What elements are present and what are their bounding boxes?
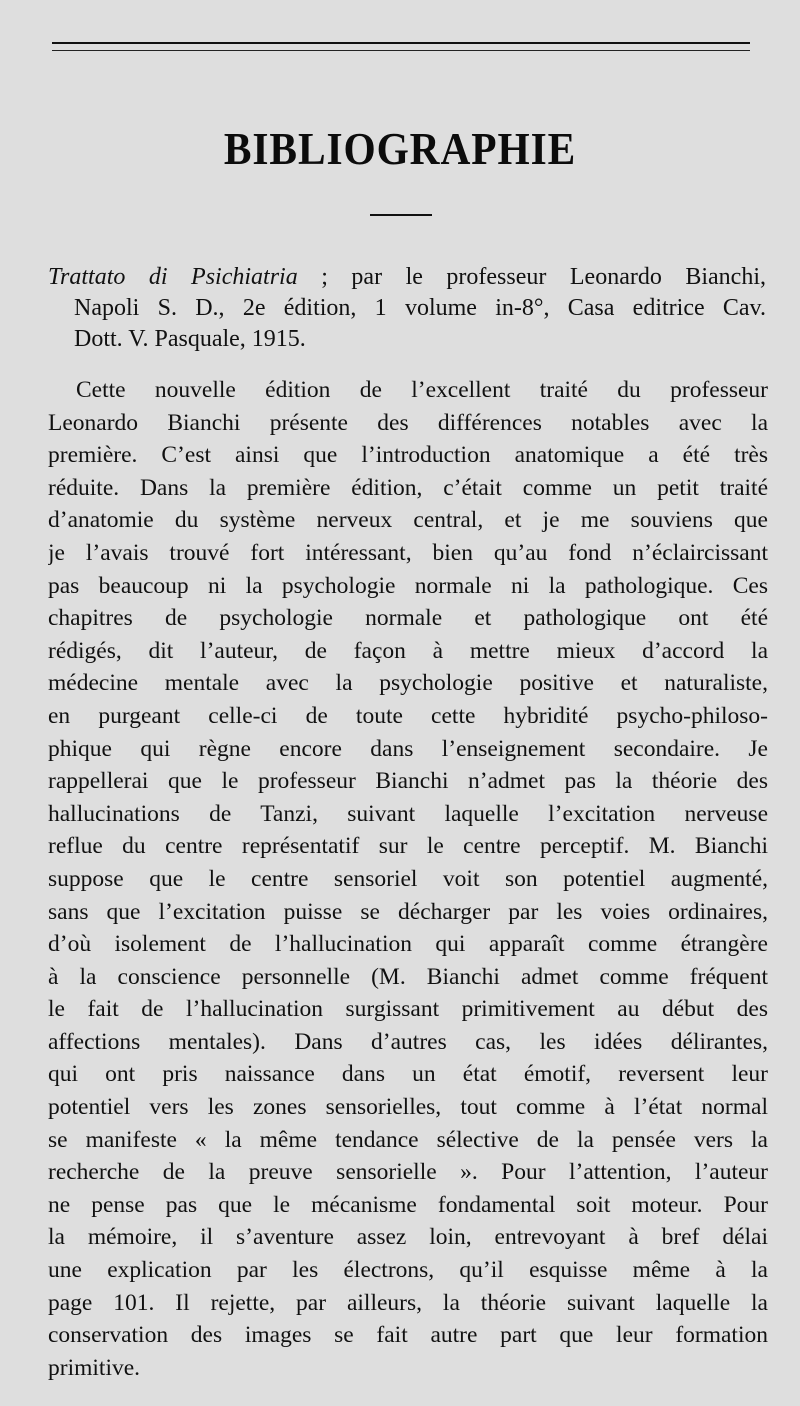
bibliographic-citation [48,262,766,355]
body-line: qui ont pris naissance dans un état émotif, reversent leur [48,1061,768,1088]
section-title: BIBLIOGRAPHIE [223,123,577,174]
body-line: première. C’est ainsi que l’introduction anatomique a été très [48,442,768,469]
title-underline [370,214,432,216]
body-line: sans que l’excitation puisse se décharger par les voies ordinaires, [48,898,768,925]
body-line: page 101. Il rejette, par ailleurs, la théorie suivant laquelle la [48,1289,768,1316]
body-line: hallucinations de Tanzi, suivant laquelle l’excitation nerveuse [48,800,768,827]
body-line: médecine mentale avec la psychologie positive et naturaliste, [48,670,768,697]
body-line: affections mentales). Dans d’autres cas, les idées délirantes, [48,1028,768,1055]
body-line: phique qui règne encore dans l’enseignement secondaire. Je [48,735,768,762]
body-line: à la conscience personnelle (M. Bianchi admet comme fréquent [48,963,768,990]
body-line: pas beaucoup ni la psychologie normale ni la pathologique. Ces [48,572,768,599]
body-line: Cette nouvelle édition de l’excellent traité du professeur [76,377,768,403]
citation-line-1 [48,262,766,293]
work-title: Trattato di Psichiatria [48,264,298,290]
body-line: se manifeste « la même tendance sélective de la pensée vers la [48,1126,768,1153]
body-line: d’anatomie du système nerveux central, et je me souviens que [48,507,768,534]
citation-line-2: Napoli S. D., 2e édition, 1 volume in-8°, Casa editrice Cav. [74,295,766,321]
body-line: recherche de la preuve sensorielle ». Pour l’attention, l’auteur [48,1159,768,1186]
body-line: suppose que le centre sensoriel voit son potentiel augmenté, [48,865,768,892]
body-line: d’où isolement de l’hallucination qui apparaît comme étrangère [48,931,768,958]
body-line: ne pense pas que le mécanisme fondamental soit moteur. Pour [48,1191,768,1218]
body-line: le fait de l’hallucination surgissant primitivement au début des [48,996,768,1023]
body-line: rédigés, dit l’auteur, de façon à mettre mieux d’accord la [48,637,768,664]
body-line: rappellerai que le professeur Bianchi n’admet pas la théorie des [48,768,768,795]
body-line: Leonardo Bianchi présente des différences notables avec la [48,409,768,436]
body-line: une explication par les électrons, qu’il esquisse même à la [48,1257,768,1284]
body-line: chapitres de psychologie normale et pathologique ont été [48,605,768,632]
review-body [48,374,768,1384]
header-rule-thin [52,50,750,51]
body-line: la mémoire, il s’aventure assez loin, entrevoyant à bref délai [48,1224,768,1251]
body-line: en purgeant celle-ci de toute cette hybridité psycho-philoso- [48,702,768,729]
citation-line-1-rest: ; par le professeur Leonardo Bianchi, [297,264,767,290]
citation-line-3: Dott. V. Pasquale, 1915. [74,326,306,352]
body-line: je l’avais trouvé fort intéressant, bien qu’au fond n’éclaircissant [48,539,768,566]
body-line: reflue du centre représentatif sur le centre perceptif. M. Bianchi [48,833,768,860]
header-rule-thick [52,42,750,44]
body-line: primitive. [48,1354,141,1381]
body-line: potentiel vers les zones sensorielles, tout comme à l’état normal [48,1094,768,1121]
body-line: conservation des images se fait autre part que leur formation [48,1322,768,1349]
body-line: réduite. Dans la première édition, c’était comme un petit traité [48,474,768,501]
